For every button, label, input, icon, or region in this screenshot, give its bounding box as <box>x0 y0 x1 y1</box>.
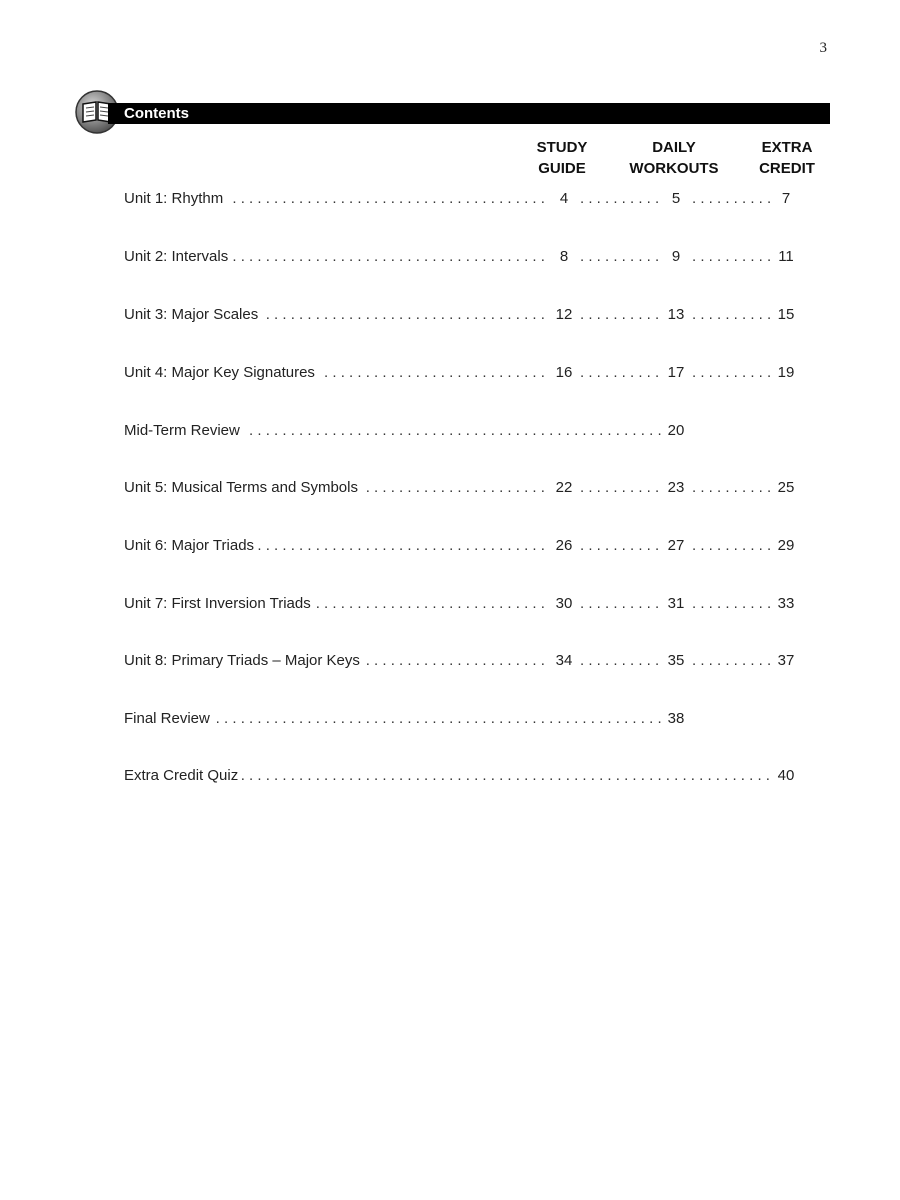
study-guide-page: 22 <box>550 478 578 498</box>
column-header-extra-credit: EXTRA CREDIT <box>759 139 815 177</box>
toc-entry-label: Unit 7: First Inversion Triads <box>124 594 315 614</box>
toc-entry-unit-4[interactable] <box>124 363 800 383</box>
toc-entry-extra-credit-quiz[interactable] <box>124 766 800 786</box>
daily-workouts-page: 27 <box>662 536 690 556</box>
toc-entry-label: Unit 3: Major Scales <box>124 305 262 325</box>
contents-header-bar <box>108 103 830 124</box>
extra-credit-page: 33 <box>772 594 800 614</box>
toc-entry-unit-7[interactable] <box>124 594 800 614</box>
study-guide-page: 26 <box>550 536 578 556</box>
extra-credit-page: 15 <box>772 305 800 325</box>
toc-entry-label: Unit 8: Primary Triads – Major Keys <box>124 651 364 671</box>
toc-entry-mid-term-review[interactable] <box>124 421 800 441</box>
daily-workouts-page: 31 <box>662 594 690 614</box>
toc-entry-label: Final Review <box>124 709 214 729</box>
page-number: 3 <box>819 40 827 56</box>
contents-title: Contents <box>124 105 189 122</box>
toc-entry-label: Unit 2: Intervals <box>124 247 232 267</box>
toc-entry-label: Unit 6: Major Triads <box>124 536 258 556</box>
extra-credit-page: 11 <box>772 247 800 267</box>
study-guide-page: 34 <box>550 651 578 671</box>
daily-workouts-page: 35 <box>662 651 690 671</box>
toc-entry-unit-8[interactable] <box>124 651 800 671</box>
page-number-ref: 40 <box>772 766 800 786</box>
extra-credit-page: 7 <box>772 189 800 209</box>
daily-workouts-page: 17 <box>662 363 690 383</box>
toc-entry-unit-3[interactable] <box>124 305 800 325</box>
daily-workouts-page: 9 <box>662 247 690 267</box>
toc-entry-label: Unit 4: Major Key Signatures <box>124 363 319 383</box>
extra-credit-page: 37 <box>772 651 800 671</box>
toc-entry-label: Extra Credit Quiz <box>124 766 242 786</box>
extra-credit-page: 29 <box>772 536 800 556</box>
page-number-ref: 38 <box>662 709 690 729</box>
toc-entry-final-review[interactable] <box>124 709 800 729</box>
extra-credit-page: 25 <box>772 478 800 498</box>
toc-entry-unit-6[interactable] <box>124 536 800 556</box>
study-guide-page: 16 <box>550 363 578 383</box>
study-guide-page: 4 <box>550 189 578 209</box>
toc-entry-label: Unit 5: Musical Terms and Symbols <box>124 478 362 498</box>
toc-entry-label: Unit 1: Rhythm <box>124 189 227 209</box>
toc-entry-unit-5[interactable] <box>124 478 800 498</box>
study-guide-page: 30 <box>550 594 578 614</box>
daily-workouts-page: 13 <box>662 305 690 325</box>
daily-workouts-page: 23 <box>662 478 690 498</box>
toc-entry-unit-2[interactable] <box>124 247 800 267</box>
column-header-daily-workouts: DAILY WORKOUTS <box>629 139 719 177</box>
daily-workouts-page: 5 <box>662 189 690 209</box>
page-number-ref: 20 <box>662 421 690 441</box>
extra-credit-page: 19 <box>772 363 800 383</box>
toc-entry-label: Mid-Term Review <box>124 421 244 441</box>
study-guide-page: 12 <box>550 305 578 325</box>
toc-entry-unit-1[interactable] <box>124 189 800 209</box>
study-guide-page: 8 <box>550 247 578 267</box>
column-header-study-guide: STUDY GUIDE <box>536 139 588 177</box>
